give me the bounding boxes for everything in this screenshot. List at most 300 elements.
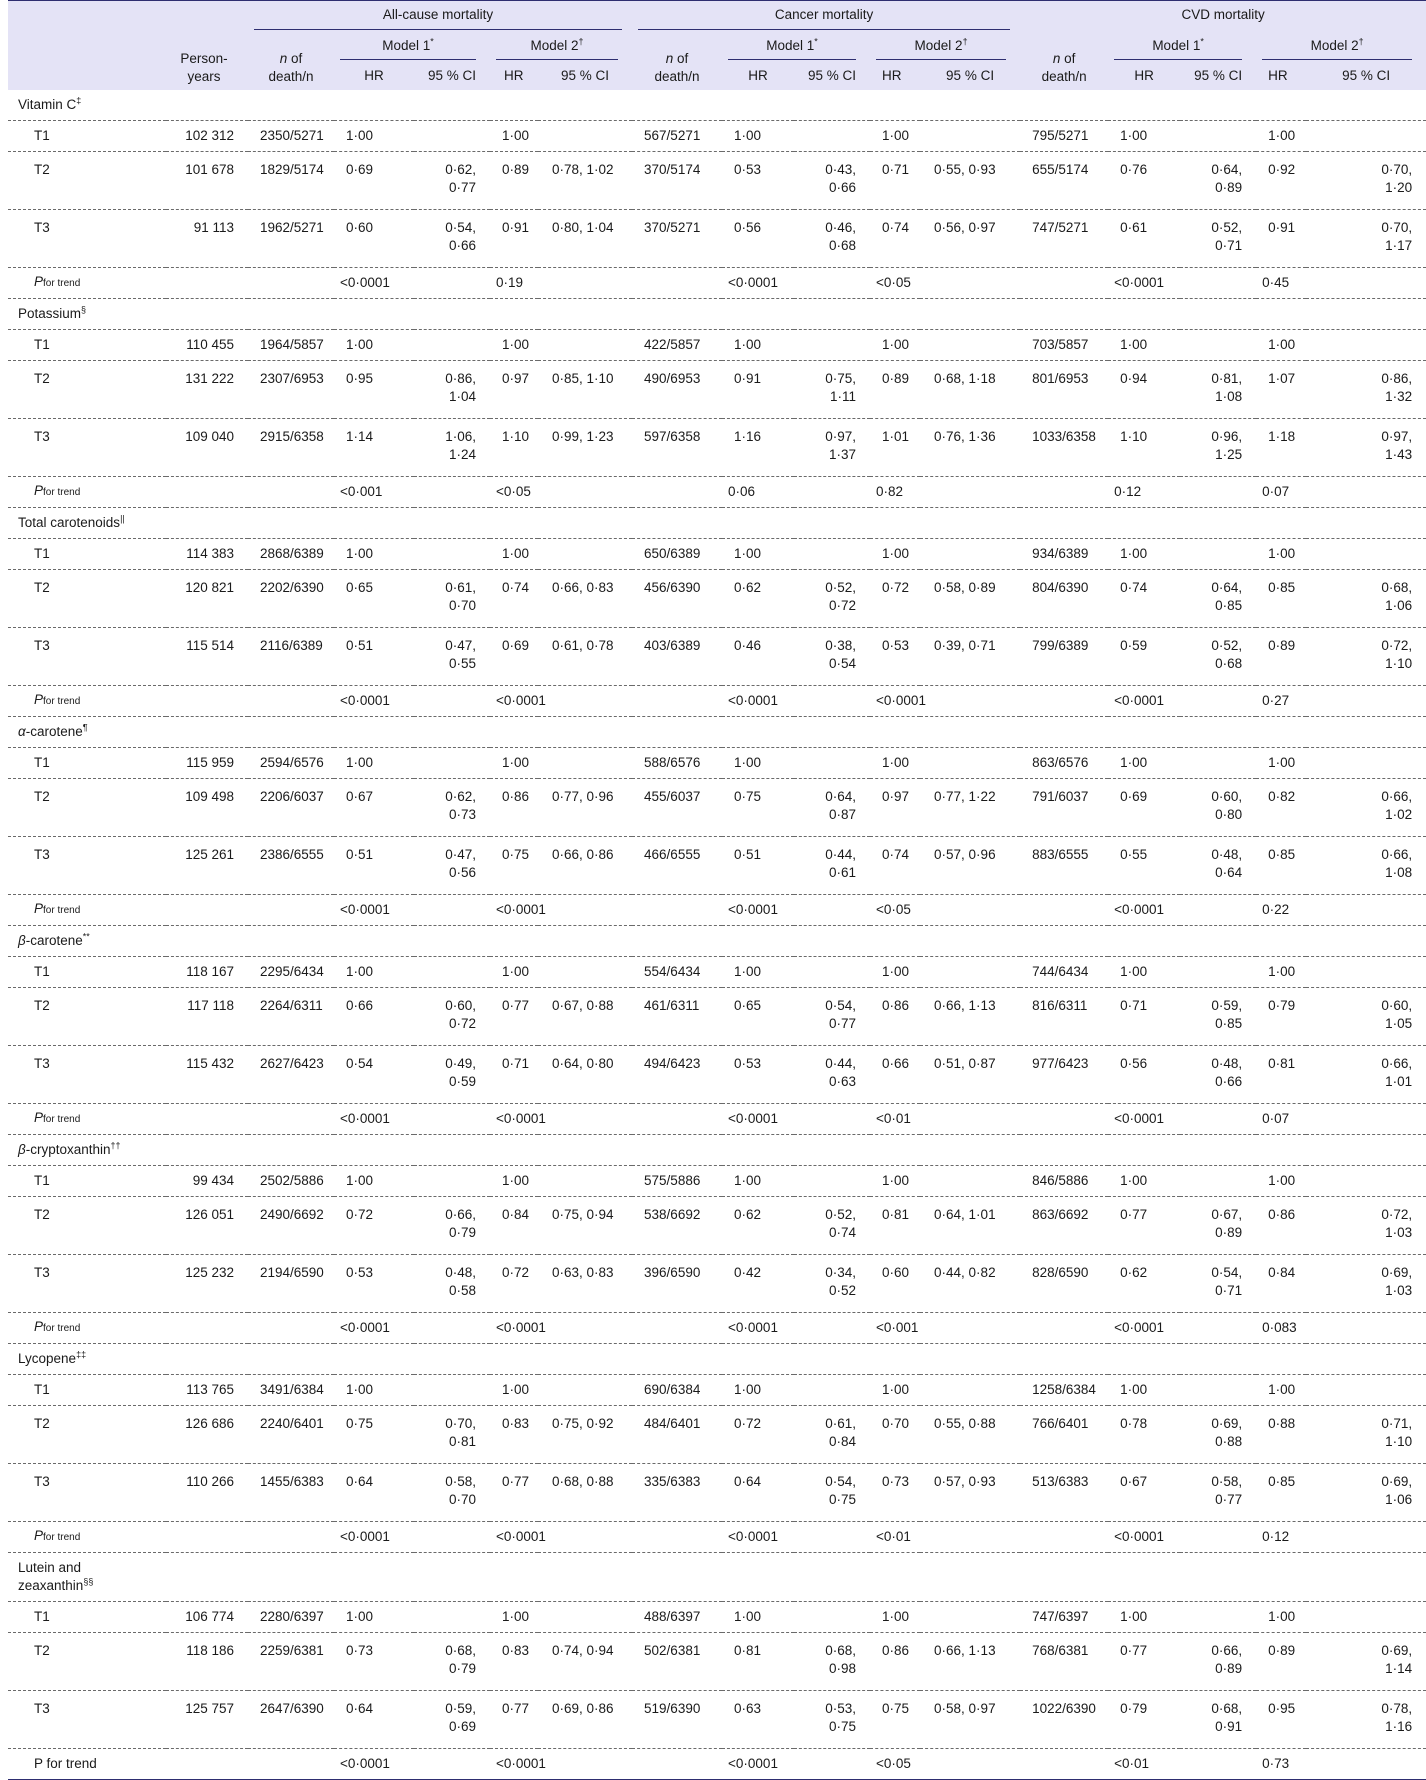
ptrend-subscript: for trend [43, 696, 81, 707]
empty-cell [1306, 268, 1426, 299]
cell-a-hr2: 0·77 [502, 1474, 530, 1489]
cell-v-ci1: 0·52, 0·71 [1211, 220, 1243, 253]
section-row [8, 1553, 1426, 1602]
cell-a-hr2: 1·00 [502, 337, 530, 352]
cell-a-hr2: 0·84 [502, 1207, 530, 1222]
ptrend-c2: <0·0001 [876, 693, 926, 708]
cell-c-ci1: 0·52, 0·74 [825, 1207, 857, 1240]
cell-a-n: 2386/6555 [260, 847, 324, 862]
ptrend-row [8, 1313, 1426, 1344]
cell-a-ci1 [414, 748, 490, 779]
table-row [8, 1602, 1426, 1633]
cell-a-ci1: 0·59, 0·69 [445, 1701, 476, 1734]
cell-v-n: 863/6576 [1032, 755, 1089, 770]
empty-cell [1306, 1522, 1426, 1553]
cell-py: 125 261 [185, 847, 234, 862]
cell-a-hr2: 0·77 [502, 1701, 530, 1716]
empty-cell [166, 268, 248, 299]
cell-a-hr2: 1·00 [502, 1173, 530, 1188]
empty-cell [538, 686, 632, 717]
ptrend-c1: <0·0001 [728, 1320, 778, 1335]
header-person-years: Person-years [166, 1, 248, 91]
cell-a-hr1: 0·69 [346, 162, 374, 177]
ptrend-v1: <0·01 [1114, 1756, 1149, 1771]
empty-cell [1020, 268, 1108, 299]
cell-a-ci2: 0·61, 0·78 [552, 638, 614, 653]
cell-v-ci1 [1180, 1166, 1256, 1197]
cell-a-ci2: 0·64, 0·80 [552, 1056, 614, 1071]
empty-cell [920, 268, 1020, 299]
cell-py: 110 455 [186, 337, 234, 352]
tertile-label: T1 [34, 1609, 50, 1624]
cell-a-ci2 [538, 539, 632, 570]
ptrend-label [8, 1522, 166, 1553]
cell-v-hr1: 1·00 [1120, 128, 1148, 143]
header-cvd-n-deaths: n of death/n [1020, 35, 1108, 90]
cell-c-ci2: 0·44, 0·82 [934, 1265, 996, 1280]
cell-v-hr2: 0·85 [1268, 847, 1296, 862]
ptrend-v2: 0·083 [1262, 1320, 1297, 1335]
table-row [8, 570, 1426, 628]
cell-a-n: 1964/5857 [260, 337, 324, 352]
cell-v-hr1: 1·00 [1120, 546, 1148, 561]
cell-c-n: 588/6576 [644, 755, 701, 770]
empty-cell [920, 1522, 1020, 1553]
empty-cell [1180, 477, 1256, 508]
cell-a-hr1: 0·75 [346, 1416, 374, 1431]
cell-a-hr1: 1·00 [346, 755, 374, 770]
cell-c-ci2 [920, 1602, 1020, 1633]
header-ci: 95 % CI [1180, 62, 1256, 90]
cell-a-ci1: 0·68, 0·79 [445, 1643, 476, 1676]
tertile-label: T3 [34, 847, 50, 862]
header-ci: 95 % CI [414, 62, 490, 90]
cell-c-ci1 [794, 1375, 870, 1406]
cell-a-hr1: 1·00 [346, 964, 374, 979]
cell-c-ci1: 0·38, 0·54 [825, 638, 857, 671]
cell-a-hr2: 1·00 [502, 755, 530, 770]
cell-v-hr1: 0·78 [1120, 1416, 1148, 1431]
ptrend-v2: 0·73 [1262, 1756, 1290, 1771]
table-body [8, 90, 1426, 1780]
cell-a-hr1: 1·00 [346, 1173, 374, 1188]
cell-v-ci1: 0·52, 0·68 [1211, 638, 1243, 671]
ptrend-a1: <0·0001 [340, 1111, 390, 1126]
empty-cell [248, 268, 334, 299]
cell-py: 101 678 [185, 162, 234, 177]
cell-v-n: 883/6555 [1032, 847, 1089, 862]
ptrend-c1: <0·0001 [728, 1111, 778, 1126]
cell-v-hr2: 0·95 [1268, 1701, 1296, 1716]
cell-c-n: 597/6358 [644, 429, 701, 444]
ptrend-v2: 0·22 [1262, 902, 1290, 917]
empty-cell [538, 1749, 632, 1780]
cell-v-hr2: 1·00 [1268, 964, 1296, 979]
cell-c-ci1: 0·34, 0·52 [825, 1265, 857, 1298]
cell-c-hr1: 0·53 [734, 162, 762, 177]
table-header [8, 1, 1426, 91]
cell-v-ci1: 0·58, 0·77 [1211, 1474, 1243, 1507]
cell-v-hr2: 0·89 [1268, 1643, 1296, 1658]
empty-cell [248, 1749, 334, 1780]
cell-a-ci2: 0·75, 0·94 [552, 1207, 614, 1222]
cell-a-ci1: 0·62, 0·73 [445, 789, 476, 822]
cell-a-ci2 [538, 1166, 632, 1197]
table-row [8, 988, 1426, 1046]
cell-c-hr2: 0·70 [882, 1416, 910, 1431]
cell-c-hr1: 0·75 [734, 789, 762, 804]
cell-v-hr1: 0·55 [1120, 847, 1148, 862]
table-row [8, 1255, 1426, 1313]
empty-cell [166, 1104, 248, 1135]
cell-a-hr2: 0·97 [502, 371, 530, 386]
empty-cell [166, 895, 248, 926]
ptrend-a2: <0·0001 [496, 1111, 546, 1126]
cell-a-n: 2259/6381 [260, 1643, 324, 1658]
cell-c-ci2 [920, 957, 1020, 988]
cell-c-ci1 [794, 1166, 870, 1197]
cell-v-ci1 [1180, 957, 1256, 988]
section-row [8, 717, 1426, 748]
section-label [8, 508, 1426, 539]
cell-c-hr2: 1·00 [882, 1173, 910, 1188]
cell-a-ci2: 0·66, 0·86 [552, 847, 614, 862]
cell-v-ci1: 0·64, 0·85 [1211, 580, 1243, 613]
ptrend-label [8, 1313, 166, 1344]
header-ci: 95 % CI [1306, 62, 1426, 90]
cell-c-n: 575/5886 [644, 1173, 701, 1188]
empty-cell [538, 895, 632, 926]
cell-a-ci2 [538, 121, 632, 152]
section-label [8, 717, 1426, 748]
cell-c-ci2: 0·39, 0·71 [934, 638, 996, 653]
cell-c-hr1: 0·53 [734, 1056, 762, 1071]
ptrend-c1: <0·0001 [728, 1529, 778, 1544]
cell-a-ci1 [414, 539, 490, 570]
empty-cell [1306, 1749, 1426, 1780]
cell-a-ci1 [414, 1166, 490, 1197]
cell-py: 115 959 [186, 755, 234, 770]
header-cvd-model2: Model 2† [1256, 35, 1426, 62]
cell-v-ci1: 0·67, 0·89 [1211, 1207, 1243, 1240]
cell-v-hr1: 1·00 [1120, 1609, 1148, 1624]
cell-v-n: 744/6434 [1032, 964, 1089, 979]
ptrend-c2: <0·01 [876, 1529, 911, 1544]
cell-c-hr1: 0·62 [734, 1207, 762, 1222]
cell-a-hr2: 0·91 [502, 220, 530, 235]
ptrend-p: P [34, 901, 44, 916]
ptrend-p: P [34, 692, 44, 707]
section-label [8, 1135, 1426, 1166]
empty-cell [1180, 895, 1256, 926]
tertile-label: T3 [34, 638, 50, 653]
cell-py: 131 222 [185, 371, 234, 386]
empty-cell [1306, 1104, 1426, 1135]
ptrend-v1: <0·0001 [1114, 275, 1165, 290]
tertile-label: T2 [34, 580, 50, 595]
ptrend-a1: <0·0001 [340, 902, 390, 917]
cell-c-hr2: 0·75 [882, 1701, 910, 1716]
cell-a-n: 2206/6037 [260, 789, 324, 804]
cell-a-hr1: 0·64 [346, 1701, 374, 1716]
cell-c-hr1: 0·42 [734, 1265, 762, 1280]
cell-a-hr2: 1·00 [502, 1609, 530, 1624]
cell-c-hr1: 1·00 [734, 964, 762, 979]
cell-c-ci2: 0·57, 0·96 [934, 847, 996, 862]
cell-a-hr1: 1·00 [346, 1609, 374, 1624]
cell-c-ci1: 0·54, 0·77 [825, 998, 857, 1031]
cell-c-hr2: 0·71 [882, 162, 910, 177]
tertile-label: T3 [34, 1701, 50, 1716]
cell-v-ci2 [1306, 539, 1426, 570]
cell-v-hr1: 0·76 [1120, 162, 1148, 177]
cell-a-hr2: 0·89 [502, 162, 530, 177]
cell-c-hr2: 0·86 [882, 998, 910, 1013]
cell-c-ci1: 0·43, 0·66 [825, 162, 857, 195]
cell-a-n: 2647/6390 [260, 1701, 324, 1716]
cell-a-hr2: 0·71 [502, 1056, 530, 1071]
cell-v-hr2: 1·00 [1268, 755, 1296, 770]
section-label-greek: β [18, 933, 26, 948]
cell-v-hr2: 0·91 [1268, 220, 1296, 235]
cell-v-hr1: 0·61 [1120, 220, 1148, 235]
tertile-label: T2 [34, 1416, 50, 1431]
cell-a-ci2 [538, 1375, 632, 1406]
table-row [8, 628, 1426, 686]
section-label-name: Lycopene [18, 1351, 77, 1366]
cell-c-n: 466/6555 [644, 847, 701, 862]
ptrend-v1: <0·0001 [1114, 693, 1165, 708]
cell-v-ci1: 0·48, 0·66 [1211, 1056, 1243, 1089]
cell-v-ci1: 0·96, 1·25 [1211, 429, 1243, 462]
ptrend-c2: <0·01 [876, 1111, 911, 1126]
cell-v-n: 747/5271 [1032, 220, 1089, 235]
header-cancer-n-deaths: n of death/n [632, 35, 722, 90]
ptrend-a1: <0·0001 [340, 1529, 390, 1544]
empty-cell [1020, 477, 1108, 508]
cell-c-ci1: 0·44, 0·61 [825, 847, 857, 880]
cell-a-hr1: 1·00 [346, 128, 374, 143]
cell-v-ci2: 0·97, 1·43 [1381, 429, 1413, 462]
cell-a-n: 2202/6390 [260, 580, 324, 595]
cell-a-n: 3491/6384 [260, 1382, 324, 1397]
empty-cell [920, 477, 1020, 508]
cell-c-hr1: 0·56 [734, 220, 762, 235]
ptrend-row [8, 477, 1426, 508]
cell-a-hr2: 1·00 [502, 964, 530, 979]
cell-a-ci2 [538, 330, 632, 361]
tertile-label: T2 [34, 371, 50, 386]
cell-c-ci2: 0·55, 0·88 [934, 1416, 996, 1431]
cell-c-ci2: 0·77, 1·22 [934, 789, 996, 804]
cell-c-ci1: 0·61, 0·84 [825, 1416, 857, 1449]
cell-c-ci1 [794, 748, 870, 779]
cell-v-ci2 [1306, 1166, 1426, 1197]
section-footnote-mark: ‡‡ [76, 1349, 87, 1360]
tertile-label: T3 [34, 220, 50, 235]
cell-v-hr1: 0·74 [1120, 580, 1148, 595]
ptrend-a2: <0·05 [496, 484, 531, 499]
cell-a-hr2: 1·00 [502, 1382, 530, 1397]
empty-cell [538, 477, 632, 508]
empty-cell [1020, 686, 1108, 717]
ptrend-a2: <0·0001 [496, 902, 546, 917]
ptrend-a2: <0·0001 [496, 693, 546, 708]
ptrend-p: P [34, 1528, 44, 1543]
cell-v-ci2: 0·72, 1·03 [1381, 1207, 1413, 1240]
cell-v-n: 1022/6390 [1032, 1701, 1096, 1716]
empty-cell [794, 686, 870, 717]
cell-a-hr1: 0·54 [346, 1056, 374, 1071]
ptrend-a2: <0·0001 [496, 1320, 546, 1335]
empty-cell [794, 1313, 870, 1344]
cell-c-ci1 [794, 330, 870, 361]
table-row [8, 361, 1426, 419]
cell-v-ci2 [1306, 121, 1426, 152]
cell-a-ci1: 0·62, 0·77 [445, 162, 476, 195]
empty-cell [414, 1313, 490, 1344]
cell-v-hr1: 0·71 [1120, 998, 1148, 1013]
cell-py: 114 383 [186, 546, 234, 561]
header-all-cause: All-cause mortality [248, 1, 632, 36]
cell-v-ci1 [1180, 121, 1256, 152]
cell-a-n: 2295/6434 [260, 964, 324, 979]
empty-cell [1180, 1522, 1256, 1553]
ptrend-p: P [34, 1110, 44, 1125]
cell-c-ci1: 0·44, 0·63 [825, 1056, 857, 1089]
cell-v-hr2: 1·07 [1268, 371, 1296, 386]
header-hr: HR [490, 62, 538, 90]
cell-a-n: 2627/6423 [260, 1056, 324, 1071]
header-cancer-model2: Model 2† [870, 35, 1020, 62]
table-row [8, 837, 1426, 895]
cell-a-ci2 [538, 1602, 632, 1633]
cell-v-hr1: 0·69 [1120, 789, 1148, 804]
cell-v-n: 828/6590 [1032, 1265, 1089, 1280]
ptrend-v1: <0·0001 [1114, 1320, 1165, 1335]
empty-cell [248, 1104, 334, 1135]
cell-c-hr1: 0·51 [734, 847, 762, 862]
table-row [8, 539, 1426, 570]
cell-py: 125 232 [185, 1265, 234, 1280]
cell-v-n: 791/6037 [1032, 789, 1089, 804]
table-row [8, 1046, 1426, 1104]
empty-cell [632, 1313, 722, 1344]
cell-v-hr1: 0·56 [1120, 1056, 1148, 1071]
mortality-hr-table [8, 0, 1426, 1780]
empty-cell [1180, 268, 1256, 299]
cell-py: 110 266 [186, 1474, 234, 1489]
cell-py: 109 040 [185, 429, 234, 444]
empty-cell [632, 895, 722, 926]
table-row [8, 1375, 1426, 1406]
empty-cell [1020, 1749, 1108, 1780]
cell-c-hr2: 1·00 [882, 1382, 910, 1397]
cell-a-n: 2490/6692 [260, 1207, 324, 1222]
ptrend-label [8, 477, 166, 508]
cell-c-hr2: 0·66 [882, 1056, 910, 1071]
cell-v-hr1: 0·62 [1120, 1265, 1148, 1280]
cell-c-hr1: 0·81 [734, 1643, 762, 1658]
ptrend-c2: <0·05 [876, 902, 911, 917]
cell-v-ci2: 0·71, 1·10 [1381, 1416, 1413, 1449]
cell-a-n: 2594/6576 [260, 755, 324, 770]
cell-a-ci2: 0·67, 0·88 [552, 998, 614, 1013]
cell-v-ci1 [1180, 1602, 1256, 1633]
ptrend-row [8, 686, 1426, 717]
cell-c-n: 567/5271 [644, 128, 701, 143]
cell-v-hr1: 1·00 [1120, 964, 1148, 979]
empty-cell [166, 477, 248, 508]
cell-v-ci1: 0·64, 0·89 [1211, 162, 1243, 195]
cell-c-ci1: 0·75, 1·11 [825, 371, 857, 404]
cell-v-n: 799/6389 [1032, 638, 1089, 653]
cell-c-hr2: 1·00 [882, 755, 910, 770]
cell-a-hr1: 1·14 [346, 429, 374, 444]
table-row [8, 957, 1426, 988]
cell-v-hr2: 0·92 [1268, 162, 1296, 177]
cell-a-ci1 [414, 330, 490, 361]
cell-a-ci1: 0·47, 0·55 [445, 638, 476, 671]
cell-v-hr1: 1·00 [1120, 337, 1148, 352]
cell-v-n: 1258/6384 [1032, 1382, 1096, 1397]
cell-v-hr2: 1·18 [1268, 429, 1296, 444]
ptrend-v2: 0·07 [1262, 1111, 1290, 1126]
cell-v-hr2: 1·00 [1268, 1609, 1296, 1624]
cell-c-ci2 [920, 539, 1020, 570]
cell-v-hr2: 0·89 [1268, 638, 1296, 653]
table-row [8, 1166, 1426, 1197]
ptrend-label [8, 895, 166, 926]
ptrend-c1: <0·0001 [728, 1756, 778, 1771]
cell-py: 125 757 [185, 1701, 234, 1716]
cell-a-ci1 [414, 121, 490, 152]
ptrend-a1: <0·0001 [340, 693, 390, 708]
cell-v-hr2: 0·81 [1268, 1056, 1296, 1071]
cell-c-hr1: 1·00 [734, 1609, 762, 1624]
cell-a-ci2: 0·78, 1·02 [552, 162, 614, 177]
cell-v-n: 513/6383 [1032, 1474, 1089, 1489]
cell-v-n: 766/6401 [1032, 1416, 1089, 1431]
cell-c-ci1 [794, 539, 870, 570]
cell-c-hr2: 0·53 [882, 638, 910, 653]
cell-v-ci1: 0·68, 0·91 [1211, 1701, 1243, 1734]
section-label-name: Potassium [18, 306, 82, 321]
empty-cell [414, 686, 490, 717]
cell-v-ci2 [1306, 1375, 1426, 1406]
header-hr: HR [1256, 62, 1306, 90]
cell-v-hr2: 0·88 [1268, 1416, 1296, 1431]
empty-cell [632, 1522, 722, 1553]
empty-cell [166, 1522, 248, 1553]
cell-c-ci1: 0·52, 0·72 [825, 580, 857, 613]
ptrend-c2: <0·05 [876, 1756, 911, 1771]
cell-a-n: 2502/5886 [260, 1173, 324, 1188]
empty-cell [414, 268, 490, 299]
cell-v-ci2: 0·86, 1·32 [1381, 371, 1413, 404]
empty-cell [632, 477, 722, 508]
tertile-label: T2 [34, 998, 50, 1013]
cell-a-hr1: 0·95 [346, 371, 374, 386]
cell-c-hr2: 0·73 [882, 1474, 910, 1489]
header-all-n-deaths: n of death/n [248, 35, 334, 90]
cell-v-n: 795/5271 [1032, 128, 1089, 143]
section-label-name: -carotene [25, 724, 83, 739]
ptrend-subscript: for trend [43, 278, 81, 289]
empty-cell [632, 686, 722, 717]
table-row [8, 152, 1426, 210]
ptrend-c1: <0·0001 [728, 902, 778, 917]
